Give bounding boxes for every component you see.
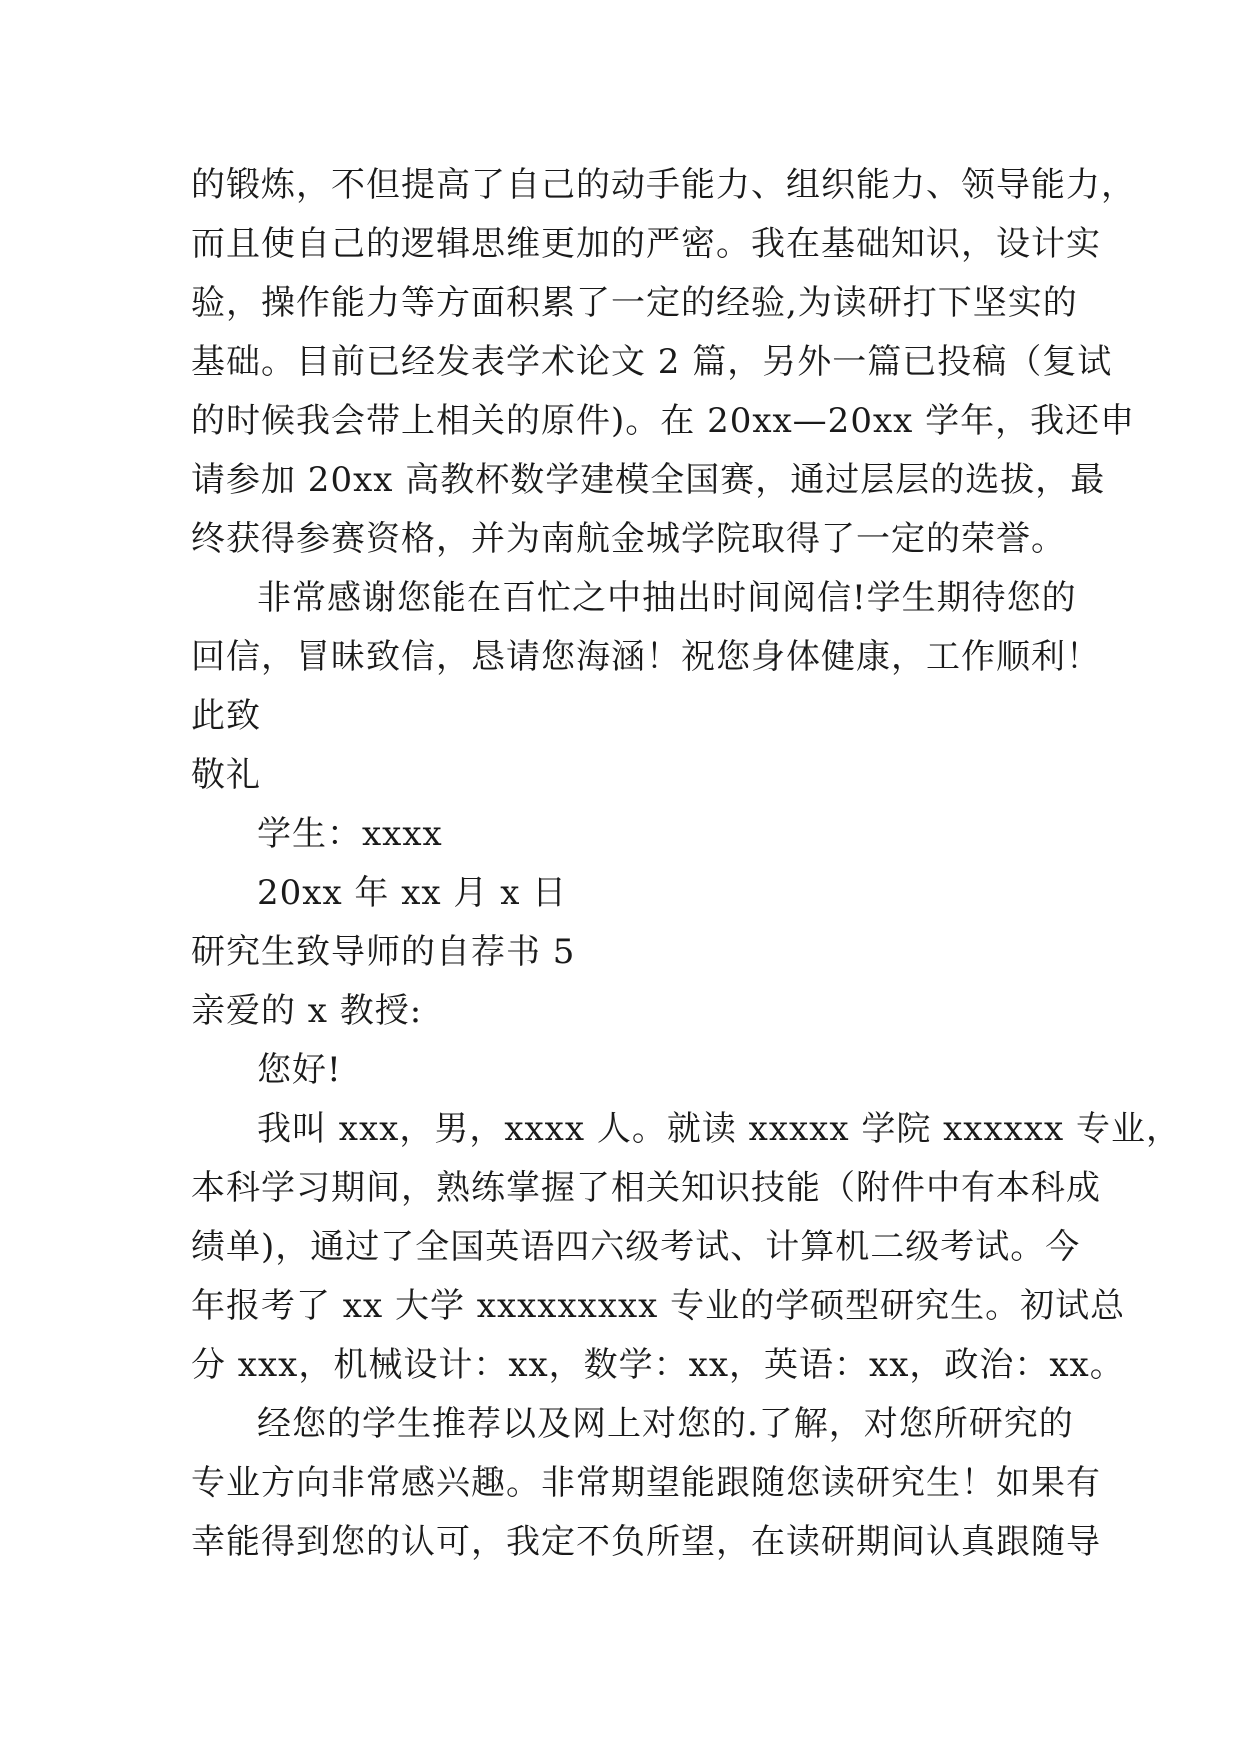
closing-salutation: 此致 — [191, 696, 261, 736]
text-line: 验，操作能力等方面积累了一定的经验,为读研打下坚实的 — [191, 283, 1078, 323]
text-line: 本科学习期间，熟练掌握了相关知识技能（附件中有本科成 — [191, 1168, 1101, 1208]
text-line: 回信，冒昧致信，恳请您海涵！祝您身体健康，工作顺利！ — [191, 637, 1101, 677]
text-line: 终获得参赛资格，并为南航金城学院取得了一定的荣誉。 — [191, 519, 1066, 559]
letter-hello: 您好! — [257, 1050, 342, 1090]
text-line: 请参加 20xx 高教杯数学建模全国赛，通过层层的选拔，最 — [191, 460, 1106, 500]
document-body — [191, 156, 1181, 1572]
text-line: 绩单)，通过了全国英语四六级考试、计算机二级考试。今 — [191, 1227, 1081, 1267]
text-line: 年报考了 xx 大学 xxxxxxxxx 专业的学硕型研究生。初试总 — [191, 1286, 1126, 1326]
text-line: 而且使自己的逻辑思维更加的严密。我在基础知识，设计实 — [191, 224, 1101, 264]
text-line: 经您的学生推荐以及网上对您的.了解，对您所研究的 — [257, 1404, 1074, 1444]
text-line: 专业方向非常感兴趣。非常期望能跟随您读研究生！如果有 — [191, 1463, 1101, 1503]
text-line: 的时候我会带上相关的原件)。在 20xx—20xx 学年，我还申 — [191, 401, 1136, 441]
section-title: 研究生致导师的自荐书 5 — [191, 932, 576, 972]
closing-respect: 敬礼 — [191, 755, 261, 795]
text-line: 的锻炼，不但提高了自己的动手能力、组织能力、领导能力， — [191, 165, 1136, 205]
text-line: 非常感谢您能在百忙之中抽出时间阅信!学生期待您的 — [257, 578, 1077, 618]
text-line: 我叫 xxx，男，xxxx 人。就读 xxxxx 学院 xxxxxx 专业， — [257, 1109, 1181, 1149]
text-line: 基础。目前已经发表学术论文 2 篇，另外一篇已投稿（复试 — [191, 342, 1113, 382]
signature-student: 学生：xxxx — [257, 814, 443, 854]
text-line: 幸能得到您的认可，我定不负所望，在读研期间认真跟随导 — [191, 1522, 1101, 1562]
letter-greeting: 亲爱的 x 教授: — [191, 991, 423, 1031]
signature-date: 20xx 年 xx 月 x 日 — [257, 873, 568, 913]
text-line: 分 xxx，机械设计：xx，数学：xx，英语：xx，政治：xx。 — [191, 1345, 1125, 1385]
